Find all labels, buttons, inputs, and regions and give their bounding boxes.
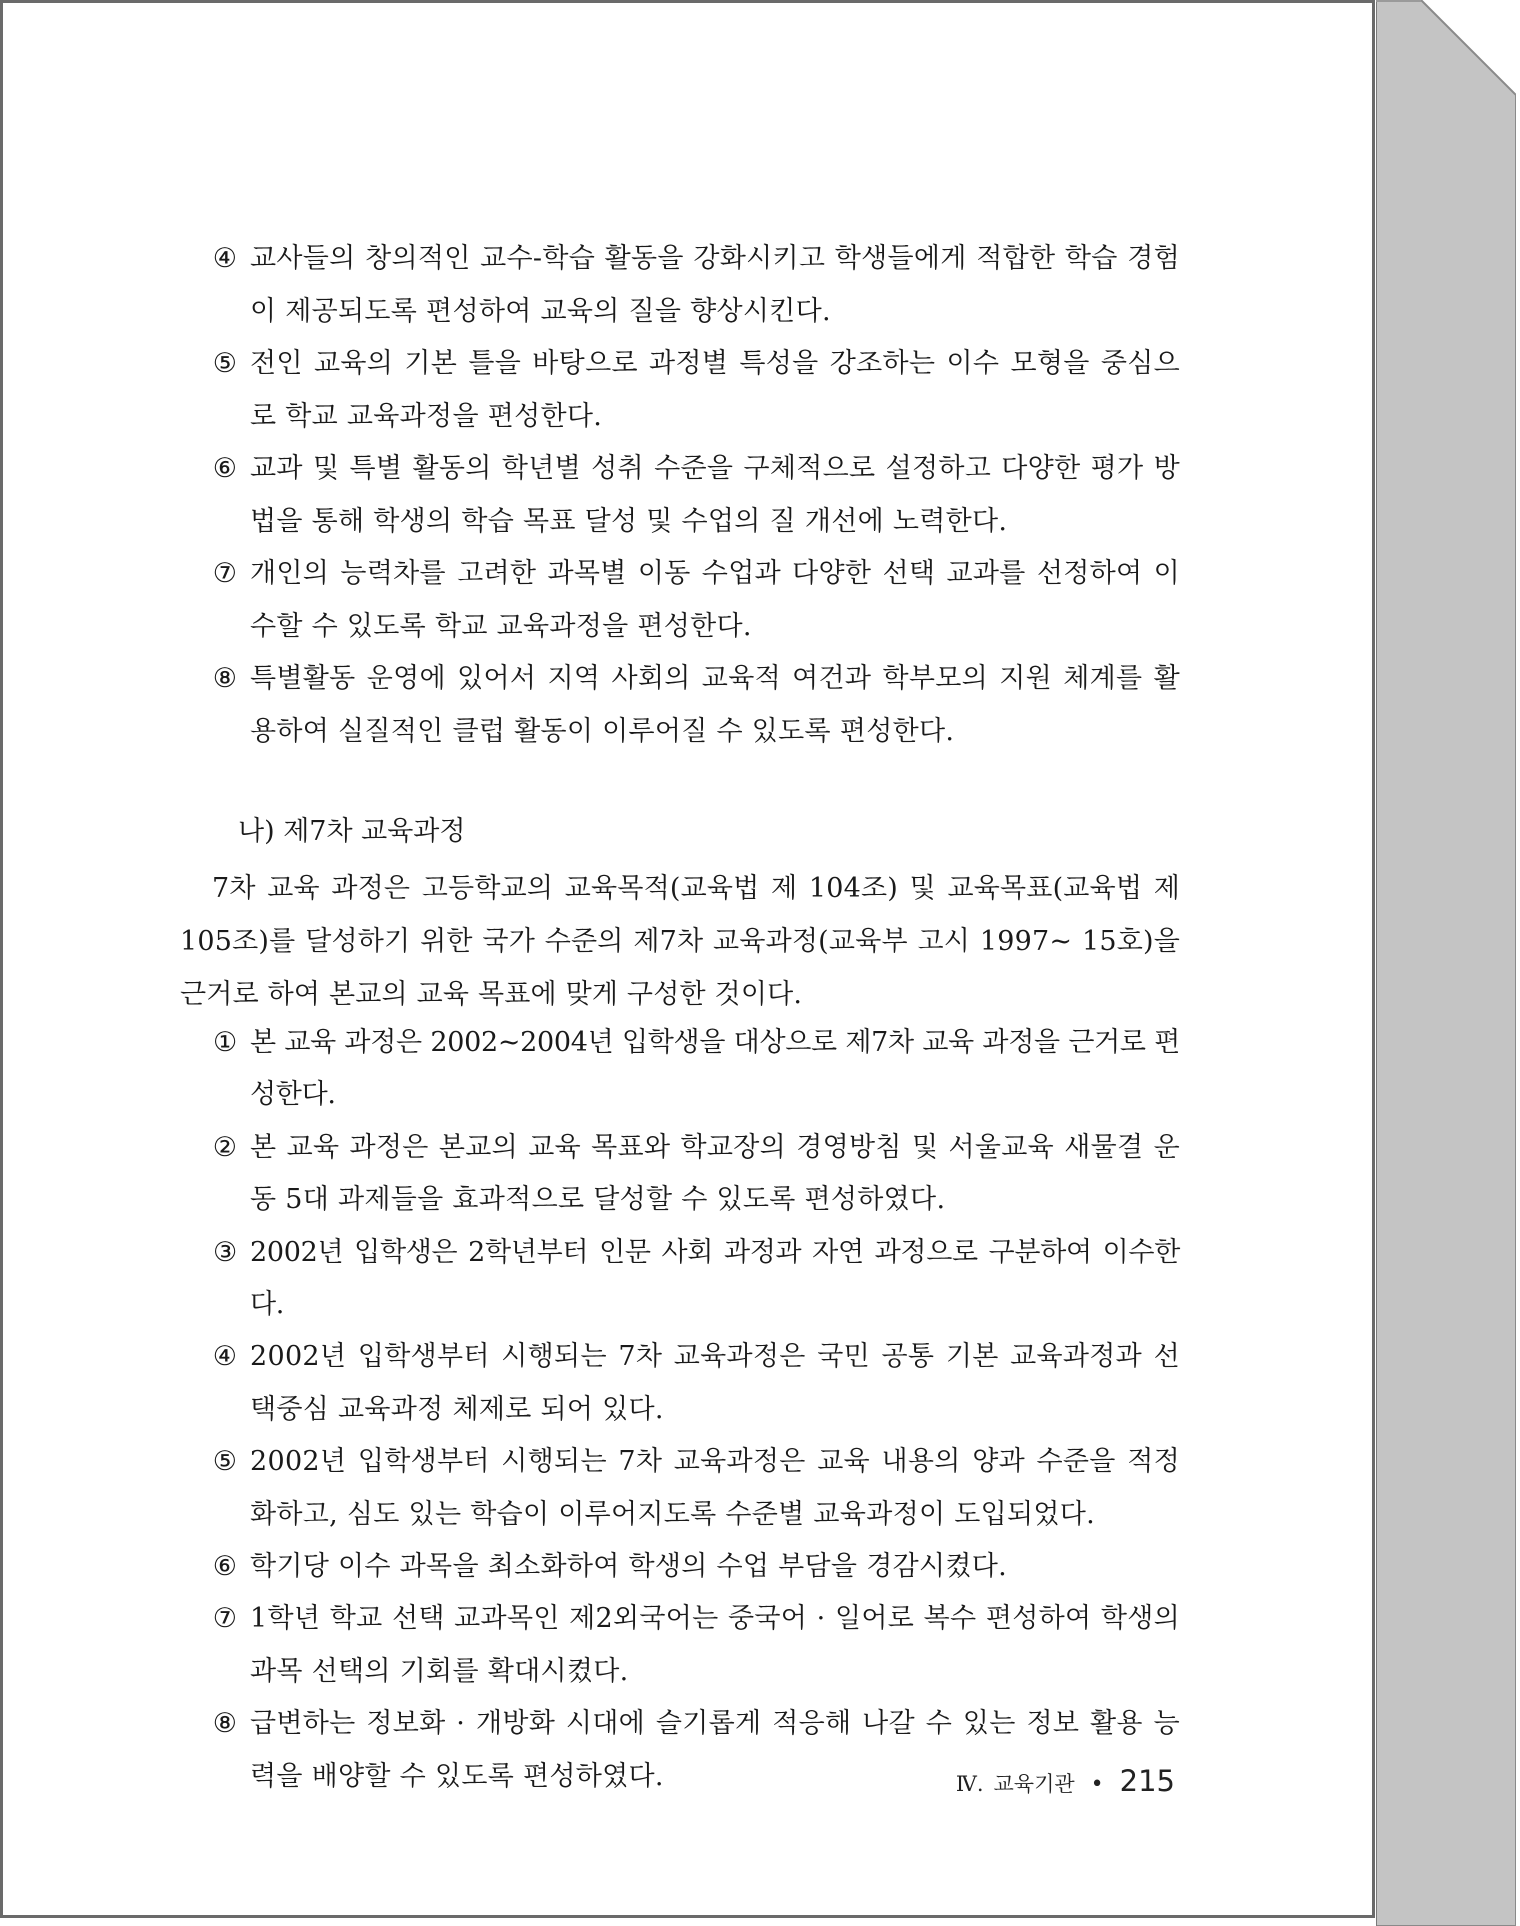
section-heading: 나) 제7차 교육과정 <box>238 816 466 847</box>
list-item <box>180 1436 1180 1541</box>
list-item-text: 개인의 능력차를 고려한 과목별 이동 수업과 다양한 선택 교과를 선정하여 이수할 수 있도록 학교 교육과정을 편성한다. <box>250 558 1180 642</box>
list-item-number: ⑤ <box>212 1446 238 1478</box>
list-item-text: 본 교육 과정은 2002~2004년 입학생을 대상으로 제7차 교육 과정을 근거로 편성한다. <box>250 1027 1180 1111</box>
book-page-edge <box>1376 0 1516 1926</box>
list-item-number: ② <box>212 1131 238 1163</box>
list-item-text: 교사들의 창의적인 교수-학습 활동을 강화시키고 학생들에게 적합한 학습 경험이 제공되도록 편성하여 교육의 질을 향상시킨다. <box>250 243 1180 327</box>
list-item-number: ⑥ <box>212 1551 238 1583</box>
list-item-text: 1학년 학교 선택 교과목인 제2외국어는 중국어 · 일어로 복수 편성하여 학생의 과목 선택의 기회를 확대시켰다. <box>250 1603 1180 1687</box>
list-item <box>180 1122 1180 1227</box>
list-item-number: ④ <box>212 1341 238 1373</box>
list-item-number: ⑦ <box>212 558 238 589</box>
list-item-text: 교과 및 특별 활동의 학년별 성취 수준을 구체적으로 설정하고 다양한 평가 방법을 통해 학생의 학습 목표 달성 및 수업의 질 개선에 노력한다. <box>250 453 1180 537</box>
list-item-number: ③ <box>213 1236 237 1268</box>
list-item <box>180 233 1180 338</box>
list-item-number: ⑧ <box>212 1708 238 1740</box>
list-item-number: ⑤ <box>212 348 238 379</box>
list-item <box>180 1541 1180 1593</box>
list-item <box>180 1227 1180 1332</box>
list-item-number: ⑦ <box>212 1603 238 1635</box>
intro-paragraph: 7차 교육 과정은 고등학교의 교육목적(교육법 제 104조) 및 교육목표(교육법 제105조)를 달성하기 위한 국가 수준의 제7차 교육과정(교육부 고시 1997~ 15호)을 근거로 하여 본교의 교육 목표에 맞게 구성한 것이다. <box>180 873 1180 1010</box>
footer-bullet-icon: • <box>1090 1772 1104 1797</box>
list-item <box>180 653 1180 758</box>
list-item <box>180 338 1180 443</box>
list-item-text: 급변하는 정보화 · 개방화 시대에 슬기롭게 적응해 나갈 수 있는 정보 활용 능력을 배양할 수 있도록 편성하였다. <box>250 1708 1180 1792</box>
list-item-text: 특별활동 운영에 있어서 지역 사회의 교육적 여건과 학부모의 지원 체계를 활용하여 실질적인 클럽 활동이 이루어질 수 있도록 편성한다. <box>250 663 1180 747</box>
list-b <box>180 1017 1180 1803</box>
list-item-text: 학기당 이수 과목을 최소화하여 학생의 수업 부담을 경감시켰다. <box>250 1551 1007 1583</box>
list-item <box>180 1331 1180 1436</box>
list-item <box>180 548 1180 653</box>
list-item-number: ① <box>213 1027 237 1058</box>
list-a <box>180 233 1180 758</box>
list-item-text: 본 교육 과정은 본교의 교육 목표와 학교장의 경영방침 및 서울교육 새물결 운동 5대 과제들을 효과적으로 달성할 수 있도록 편성하였다. <box>250 1131 1180 1216</box>
page-footer <box>956 1764 1175 1798</box>
list-item-text: 전인 교육의 기본 틀을 바탕으로 과정별 특성을 강조하는 이수 모형을 중심으로 학교 교육과정을 편성한다. <box>250 348 1180 432</box>
page-number: 215 <box>1119 1764 1175 1798</box>
list-item <box>180 1593 1180 1698</box>
list-item-number: ⑧ <box>212 663 238 694</box>
footer-section-title: 교육기관 <box>993 1772 1075 1796</box>
footer-chapter: Ⅳ. <box>955 1772 984 1796</box>
list-item-text: 2002년 입학생은 2학년부터 인문 사회 과정과 자연 과정으로 구분하여 이수한다. <box>250 1236 1180 1321</box>
list-item-number: ④ <box>212 243 238 274</box>
list-item <box>180 1017 1180 1122</box>
list-item-number: ⑥ <box>212 453 238 484</box>
list-item-text: 2002년 입학생부터 시행되는 7차 교육과정은 교육 내용의 양과 수준을 적정화하고, 심도 있는 학습이 이루어지도록 수준별 교육과정이 도입되었다. <box>250 1446 1180 1530</box>
list-item <box>180 443 1180 548</box>
list-item-text: 2002년 입학생부터 시행되는 7차 교육과정은 국민 공통 기본 교육과정과 선택중심 교육과정 체제로 되어 있다. <box>250 1341 1180 1425</box>
